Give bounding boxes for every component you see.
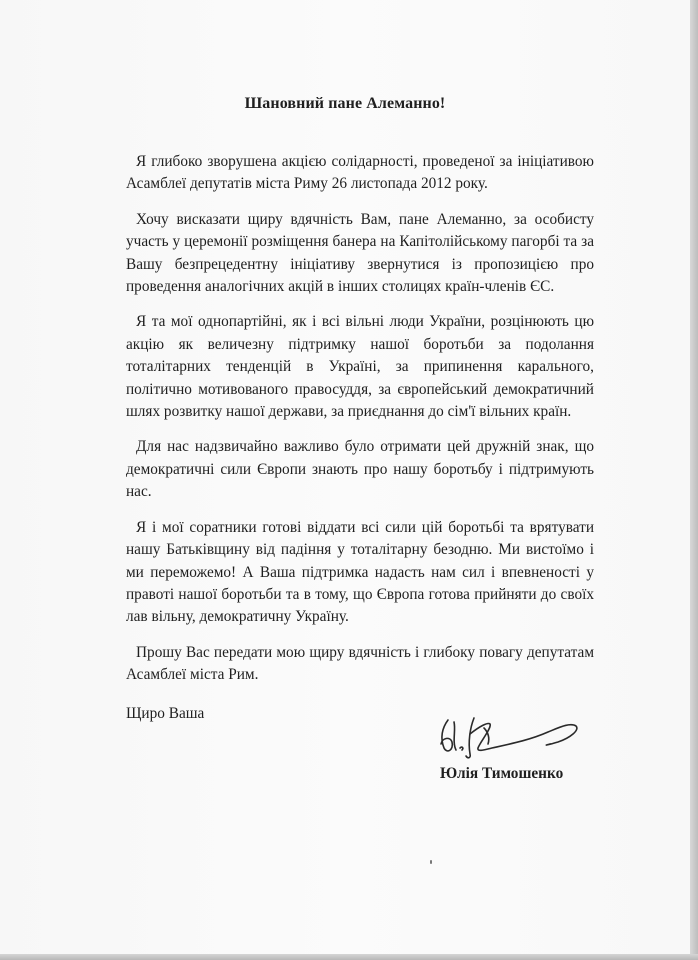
paragraph-5: Я і мої соратники готові віддати всі сили цій боротьбі та врятувати нашу Батьківщину від падіння у тоталітарну безодню. Ми вистоїмо і ми переможемо! А Ваша підтримка надасть нам сил і впевненості у правоті нашої боротьби та в тому, що Європа готова прийняти до своїх лав вільну, демократичну Україну. — [126, 518, 594, 626]
closing-phrase: Щиро Ваша — [126, 705, 205, 722]
letter-body — [126, 151, 594, 700]
salutation: Шановний пане Алеманно! — [244, 95, 446, 112]
paragraph-2: Хочу висказати щиру вдячність Вам, пане Алеманно, за особисту участь у церемонії розміщення банера на Капітолійському пагорбі та за Вашу безпрецедентну ініціативу звернутися із пропозицією про проведення аналогічних акцій в інших столицях країн-членів ЄС. — [126, 210, 594, 296]
page-edge-bottom — [0, 954, 698, 960]
signer-name: Юлія Тимошенко — [440, 765, 564, 782]
paragraph-4: Для нас надзвичайно важливо було отримати цей дружній знак, що демократичні сили Європи знають про нашу боротьбу і підтримують нас. — [126, 438, 594, 501]
paper-speck — [430, 860, 432, 864]
paragraph-1: Я глибоко зворушена акцією солідарності, проведеної за ініціативою Асамблеї депутатів міста Риму 26 листопада 2012 року. — [126, 153, 594, 193]
handwritten-signature — [430, 708, 590, 760]
paragraph-3: Я та мої однопартійні, як і всі вільні люди України, розцінюють цю акцію як величезну підтримку нашої боротьби за подолання тоталітарних тенденцій в Україні, за припинення карального, політично мотивованого правосуддя, за європейський демократичний шлях розвитку нашої держави, за приєднання до сім'ї вільних країн. — [126, 313, 594, 421]
paragraph-6: Прошу Вас передати мою щиру вдячність і глибоку повагу депутатам Асамблеї міста Рим. — [126, 643, 594, 684]
page-edge-right — [690, 0, 698, 960]
